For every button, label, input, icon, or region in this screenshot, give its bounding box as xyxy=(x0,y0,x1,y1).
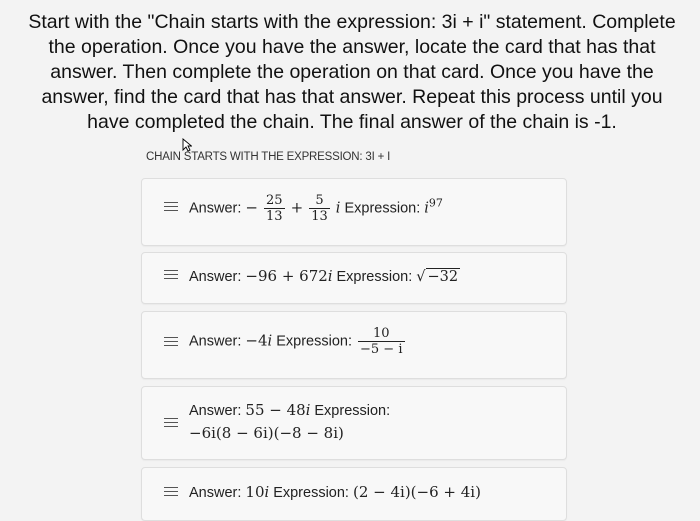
drag-handle-icon[interactable] xyxy=(164,199,178,214)
answer-label: Answer: xyxy=(189,200,242,217)
expression-value: −6i(8 − 6i)(−8 − 8i) xyxy=(189,424,344,442)
chain-card[interactable]: Answer: 55 − 48i Expression: −6i(8 − 6i)(−8 − 8i) xyxy=(141,386,567,460)
answer-fraction: $\frac{25}{13}$ xyxy=(266,193,283,224)
answer-value: −96 + 672 xyxy=(245,267,328,285)
expression-label: Expression: xyxy=(276,333,352,350)
answer-label: Answer: xyxy=(189,333,242,350)
answer-value: −4 xyxy=(245,331,268,350)
answer-prefix: − xyxy=(245,198,258,217)
drag-handle-icon[interactable] xyxy=(164,415,178,430)
chain-card[interactable]: Answer: 10i Expression: (2 − 4i)(−6 + 4i) xyxy=(141,467,567,521)
chain-start-header: CHAIN STARTS WITH THE EXPRESSION: 3I + I xyxy=(146,151,391,163)
chain-card[interactable]: Answer: −4i Expression: $\frac{10}{-5 - i}$ xyxy=(141,311,567,379)
expression-value: (2 − 4i)(−6 + 4i) xyxy=(352,483,481,501)
expression-value: √ −32 xyxy=(416,269,459,285)
answer-label: Answer: xyxy=(189,485,242,501)
answer-value: 55 − 48 xyxy=(245,401,306,419)
drag-handle-icon[interactable] xyxy=(164,334,178,349)
chain-card[interactable]: Answer: − $\frac{25}{13}$ + $\frac{5}{13}$ i Expression: $i^{97}$ xyxy=(141,178,567,246)
expression-value: $\frac{10}{-5 - i}$ xyxy=(360,326,403,357)
answer-label: Answer: xyxy=(189,269,242,285)
drag-handle-icon[interactable] xyxy=(164,484,178,499)
expression-label: Expression: xyxy=(273,485,349,501)
answer-fraction: $\frac{5}{13}$ xyxy=(311,193,328,224)
answer-label: Answer: xyxy=(189,403,242,419)
chain-card[interactable]: Answer: −96 + 672i Expression: √ −32 xyxy=(141,252,567,304)
expression-value: i xyxy=(424,200,429,217)
answer-value: 10 xyxy=(245,483,265,501)
expression-label: Expression: xyxy=(344,200,421,217)
expression-label: Expression: xyxy=(314,403,391,419)
instructions-text: Start with the "Chain starts with the expression: 3i + i" statement. Complete the operation. Once you have the answer, locate the card that has that answer. Then complete the operation on that card. Once you have the answer, find the card that has that answer. Repeat this process until you have completed the chain. The final answer of the chain is -1. xyxy=(28,11,676,133)
drag-handle-icon[interactable] xyxy=(164,267,178,282)
expression-label: Expression: xyxy=(336,269,413,285)
mouse-cursor-icon xyxy=(182,138,192,152)
